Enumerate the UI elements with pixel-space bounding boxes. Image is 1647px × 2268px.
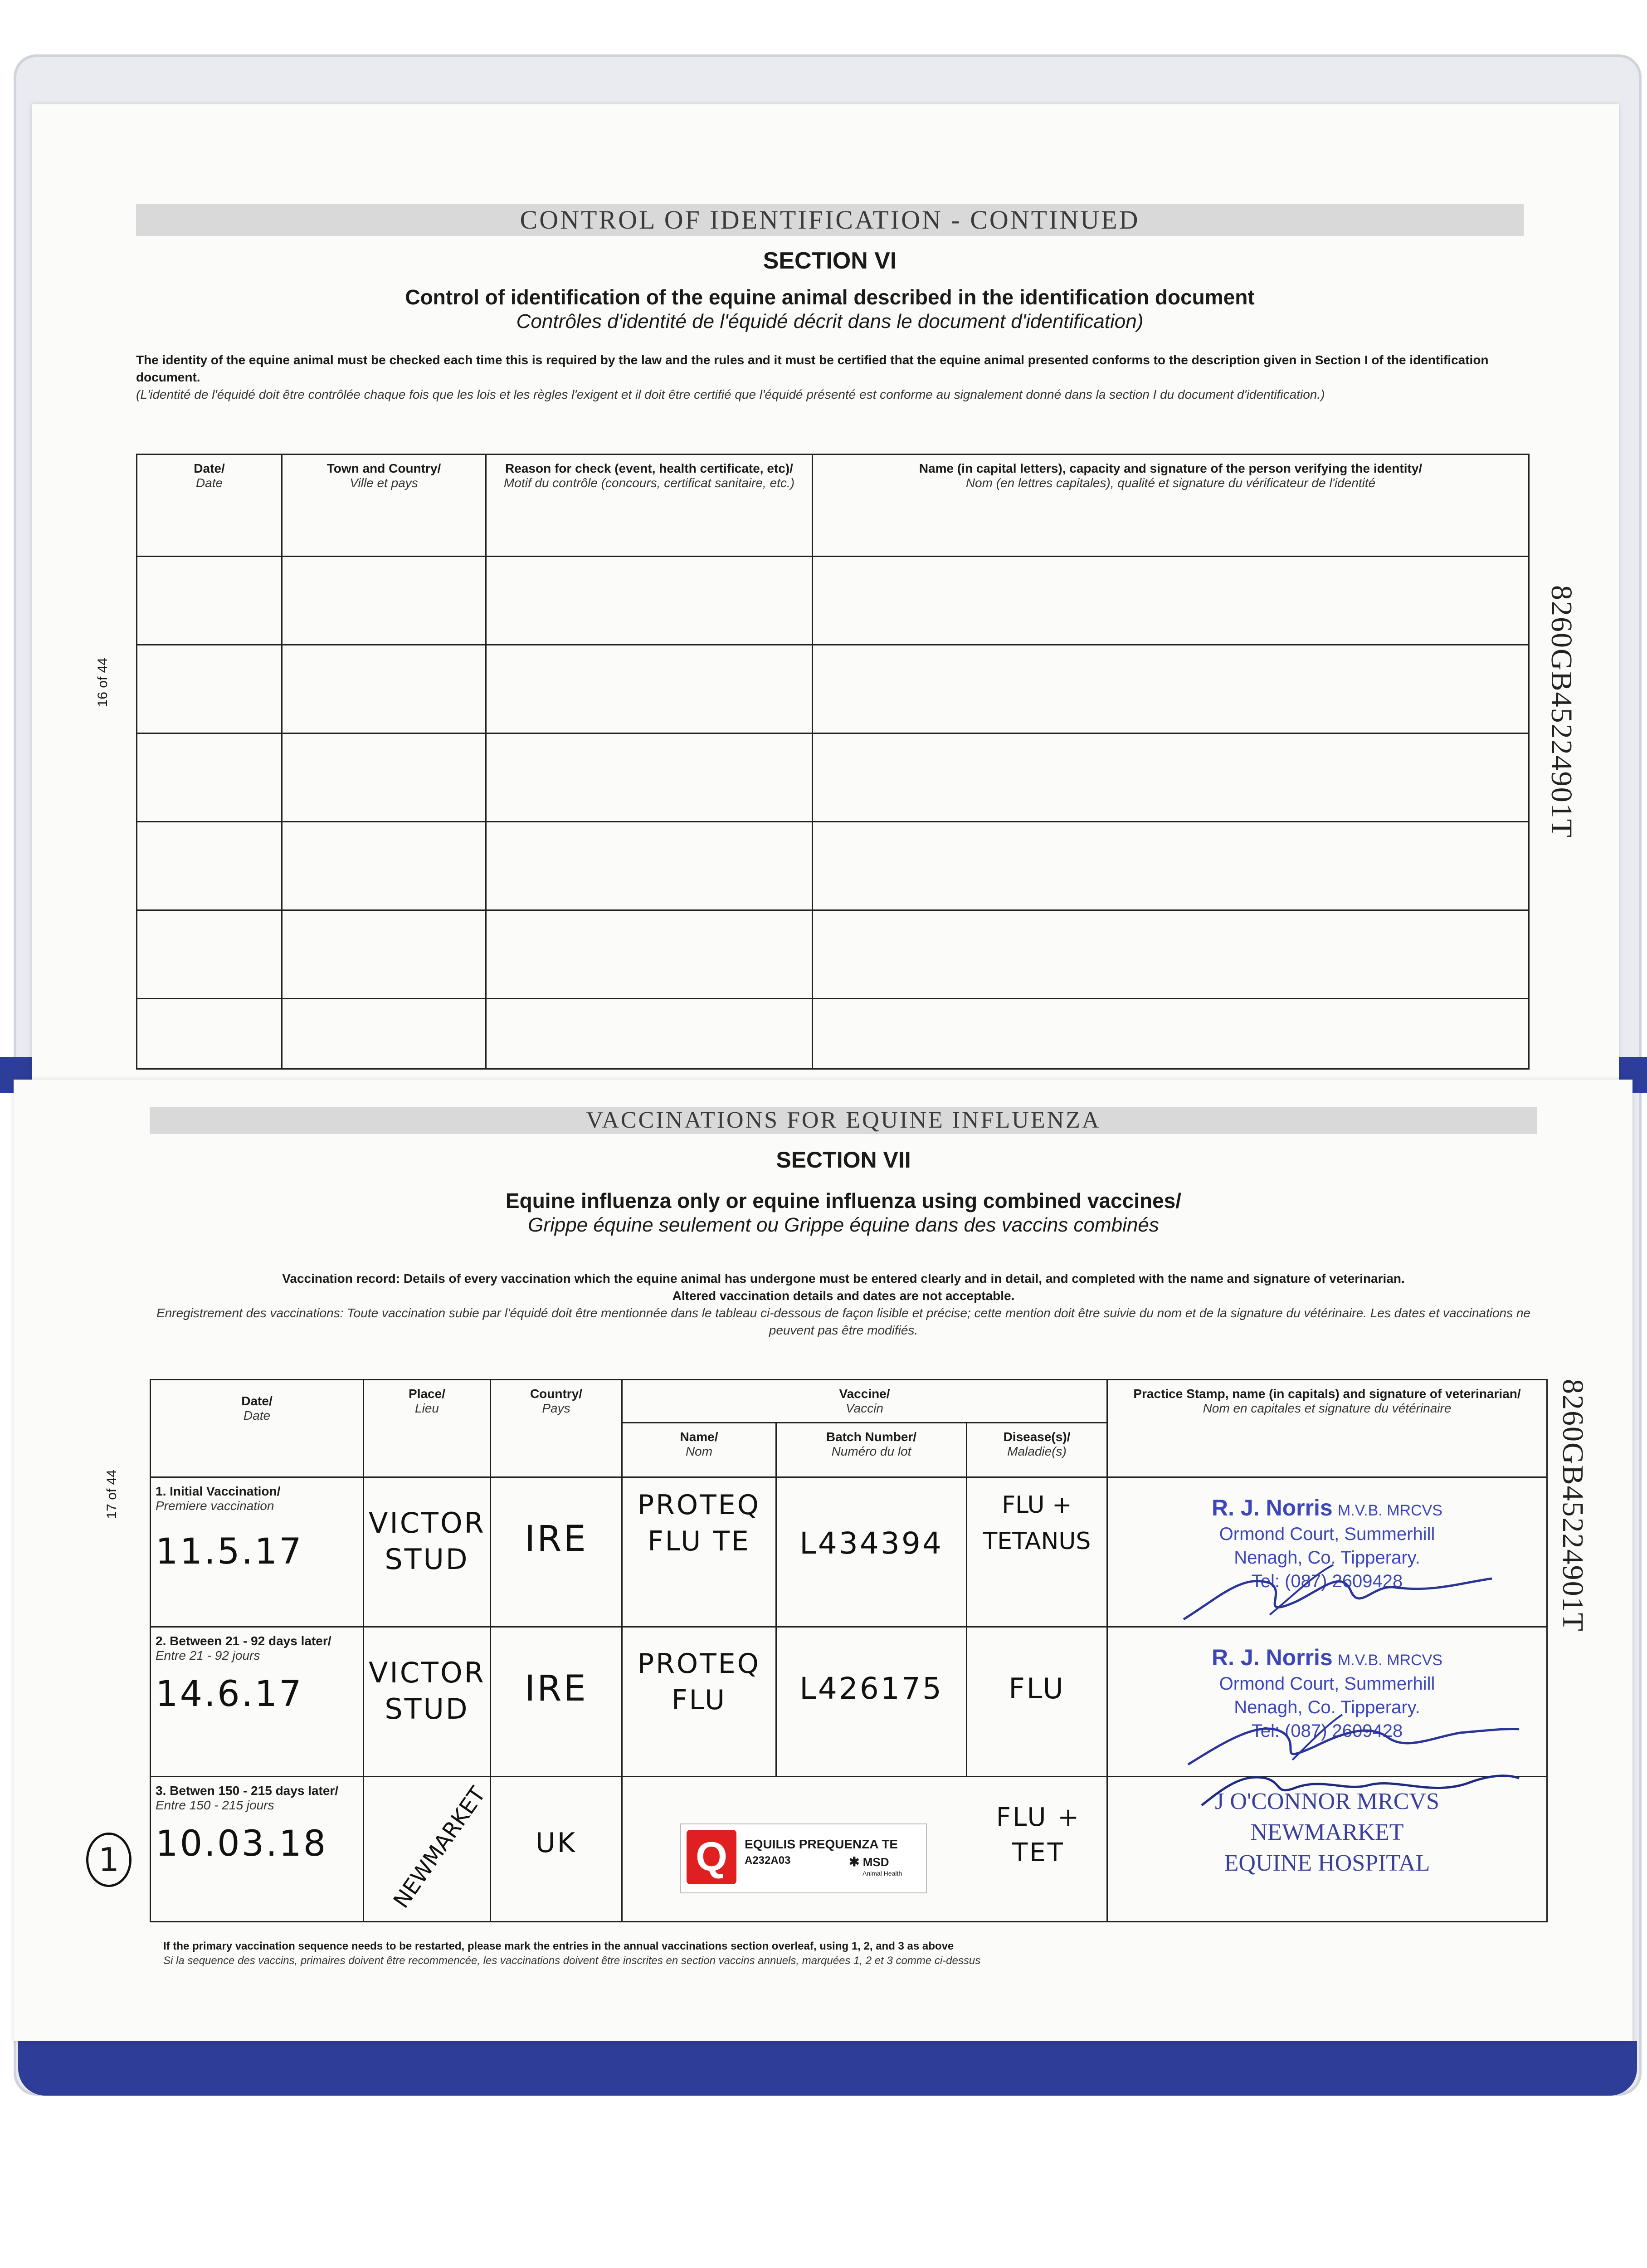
section-vi-banner: CONTROL OF IDENTIFICATION - CONTINUED [136, 204, 1524, 236]
row2-date-cell: 2. Between 21 - 92 days later/ Entre 21 - 92 jours 14.6.17 [151, 1627, 364, 1777]
col-vaccine-name: Name/ Nom [622, 1423, 776, 1477]
section-vi-subtitle-en: Control of identification of the equine animal described in the identification document [405, 285, 1255, 309]
row2-vaccine-name: PROTEQ FLU [622, 1627, 776, 1777]
section-vii-subtitle-fr: Grippe équine seulement ou Grippe équine dans des vaccins combinés [528, 1214, 1159, 1236]
instructions-fr: Enregistrement des vaccinations: Toute vaccination subie par l'équidé doit être mentionnée dans le tableau ci-dessous de façon lisible et précise; cette mention doit être suivie du nom et de la signature du vétérinaire. Les dates et vaccinations ne peuvent pas être modifiés. [156, 1306, 1531, 1337]
page-number-17: 17 of 44 [104, 1470, 119, 1519]
section-vi-title: SECTION VI [763, 248, 897, 274]
col-place: Place/ Lieu [364, 1380, 491, 1477]
identification-check-table [136, 454, 1530, 1070]
row1-place: VICTOR STUD [364, 1477, 491, 1627]
row1-batch: L434394 [776, 1477, 967, 1627]
margin-circled-mark: 1 [86, 1833, 132, 1887]
row1-disease: FLU + TETANUS [967, 1477, 1107, 1627]
sticker-brand-sub: Animal Health [862, 1870, 902, 1877]
table-header-row [151, 1380, 1547, 1423]
row2-place: VICTOR STUD [364, 1627, 491, 1777]
row3-date-cell: 3. Betwen 150 - 215 days later/ Entre 150 - 215 jours 10.03.18 [151, 1777, 364, 1922]
row1-vaccine-name: PROTEQ FLU TE [622, 1477, 776, 1627]
col-batch-number: Batch Number/ Numéro du lot [776, 1423, 967, 1477]
passport-number-bottom: 8260GB45224901T [1556, 1379, 1589, 1632]
table-row [137, 822, 1529, 910]
section-vi-subtitle-fr: Contrôles d'identité de l'équidé décrit dans le document d'identification) [516, 310, 1144, 332]
vet-signature-1 [1179, 1556, 1496, 1628]
section-vii-title: SECTION VII [776, 1147, 911, 1173]
col-disease: Disease(s)/ Maladie(s) [967, 1423, 1107, 1477]
sticker-product: EQUILIS PREQUENZA TE [745, 1837, 898, 1851]
row2-vet-stamp: R. J. Norris M.V.B. MRCVS Ormond Court, Summerhill Nenagh, Co. Tipperary. Tel: (087) 2609428 [1107, 1627, 1547, 1777]
row1-vet-stamp: R. J. Norris M.V.B. MRCVS Ormond Court, Summerhill Nenagh, Co. Tipperary. Tel: (087) 2609428 [1107, 1477, 1547, 1627]
table-row [137, 910, 1529, 999]
footnote-fr: Si la sequence des vaccins, primaires doivent être recommencée, les vaccinations doivent être inscrites en section vaccins annuels, marquées 1, 2 et 3 comme ci-dessus [163, 1955, 981, 1967]
table-row [137, 645, 1529, 733]
row1-date-cell: 1. Initial Vaccination/ Premiere vaccination 11.5.17 [151, 1477, 364, 1627]
section-vii-banner: VACCINATIONS FOR EQUINE INFLUENZA [150, 1107, 1537, 1134]
row3-vet-stamp: J O'CONNOR MRCVS NEWMARKET EQUINE HOSPITAL [1107, 1777, 1547, 1922]
vaccine-batch-sticker [680, 1823, 927, 1893]
section-vi-instructions [136, 352, 1515, 403]
instructions-en-2: Altered vaccination details and dates are not acceptable. [672, 1289, 1015, 1303]
row3-country: UK [491, 1777, 622, 1922]
footnote [163, 1939, 1524, 1968]
table-row [137, 733, 1529, 822]
row2-date: 14.6.17 [156, 1674, 303, 1715]
table-row [137, 557, 1529, 645]
col-vaccine: Vaccine/ Vaccin [622, 1380, 1107, 1423]
col-country: Country/ Pays [491, 1380, 622, 1477]
col-reason: Reason for check (event, health certificate, etc)/ Motif du contrôle (concours, certificat sanitaire, etc.) [486, 455, 813, 557]
row1-country: IRE [491, 1477, 622, 1627]
row2-country: IRE [491, 1627, 622, 1777]
col-verifier: Name (in capital letters), capacity and signature of the person verifying the identity/ Nom (en lettres capitales), qualité et signature du vérificateur de l'identité [813, 455, 1529, 557]
instructions-en: The identity of the equine animal must be checked each time this is required by the law and the rules and it must be certified that the equine animal presented conforms to the description given in Section I of the identification document. [136, 353, 1489, 384]
row3-place: NEWMARKET [364, 1777, 491, 1922]
table-header-row [137, 455, 1529, 557]
msd-icon: ✱ [849, 1855, 860, 1869]
sticker-batch: A232A03 [745, 1854, 791, 1867]
col-stamp: Practice Stamp, name (in capitals) and signature of veterinarian/ Nom en capitales et signature du vétérinaire [1107, 1380, 1547, 1477]
section-vii-instructions [150, 1270, 1537, 1339]
section-vii-subtitle-en: Equine influenza only or equine influenza using combined vaccines/ [505, 1189, 1182, 1212]
row2-batch: L426175 [776, 1627, 967, 1777]
row3-date: 10.03.18 [156, 1823, 328, 1864]
sticker-brand: ✱ MSD [849, 1855, 889, 1869]
table-row [137, 999, 1529, 1069]
page-number-16: 16 of 44 [95, 658, 110, 707]
row3-disease: FLU + TET [996, 1803, 1081, 1867]
q-logo: Q [687, 1830, 736, 1884]
footnote-en: If the primary vaccination sequence needs to be restarted, please mark the entries in the annual vaccinations section overleaf, using 1, 2, and 3 as above [163, 1940, 954, 1952]
col-date: Date/ Date [151, 1380, 364, 1477]
instructions-en-1: Vaccination record: Details of every vaccination which the equine animal has undergone must be entered clearly and in detail, and completed with the name and signature of veterinarian. [282, 1271, 1405, 1286]
passport-number-top: 8260GB45224901T [1545, 585, 1578, 838]
passport-cover-edge [18, 2041, 1637, 2096]
row1-date: 11.5.17 [156, 1531, 303, 1572]
row2-disease: FLU [967, 1627, 1107, 1777]
vet-signature-3 [1197, 1760, 1524, 1814]
col-date: Date/ Date [137, 455, 282, 557]
instructions-fr: (L'identité de l'équidé doit être contrôlée chaque fois que les lois et les règles l'exigent et il doit être certifié que l'équidé présenté est conforme au signalement donné dans la section I du document d'identification.) [136, 387, 1325, 401]
col-town-country: Town and Country/ Ville et pays [282, 455, 486, 557]
